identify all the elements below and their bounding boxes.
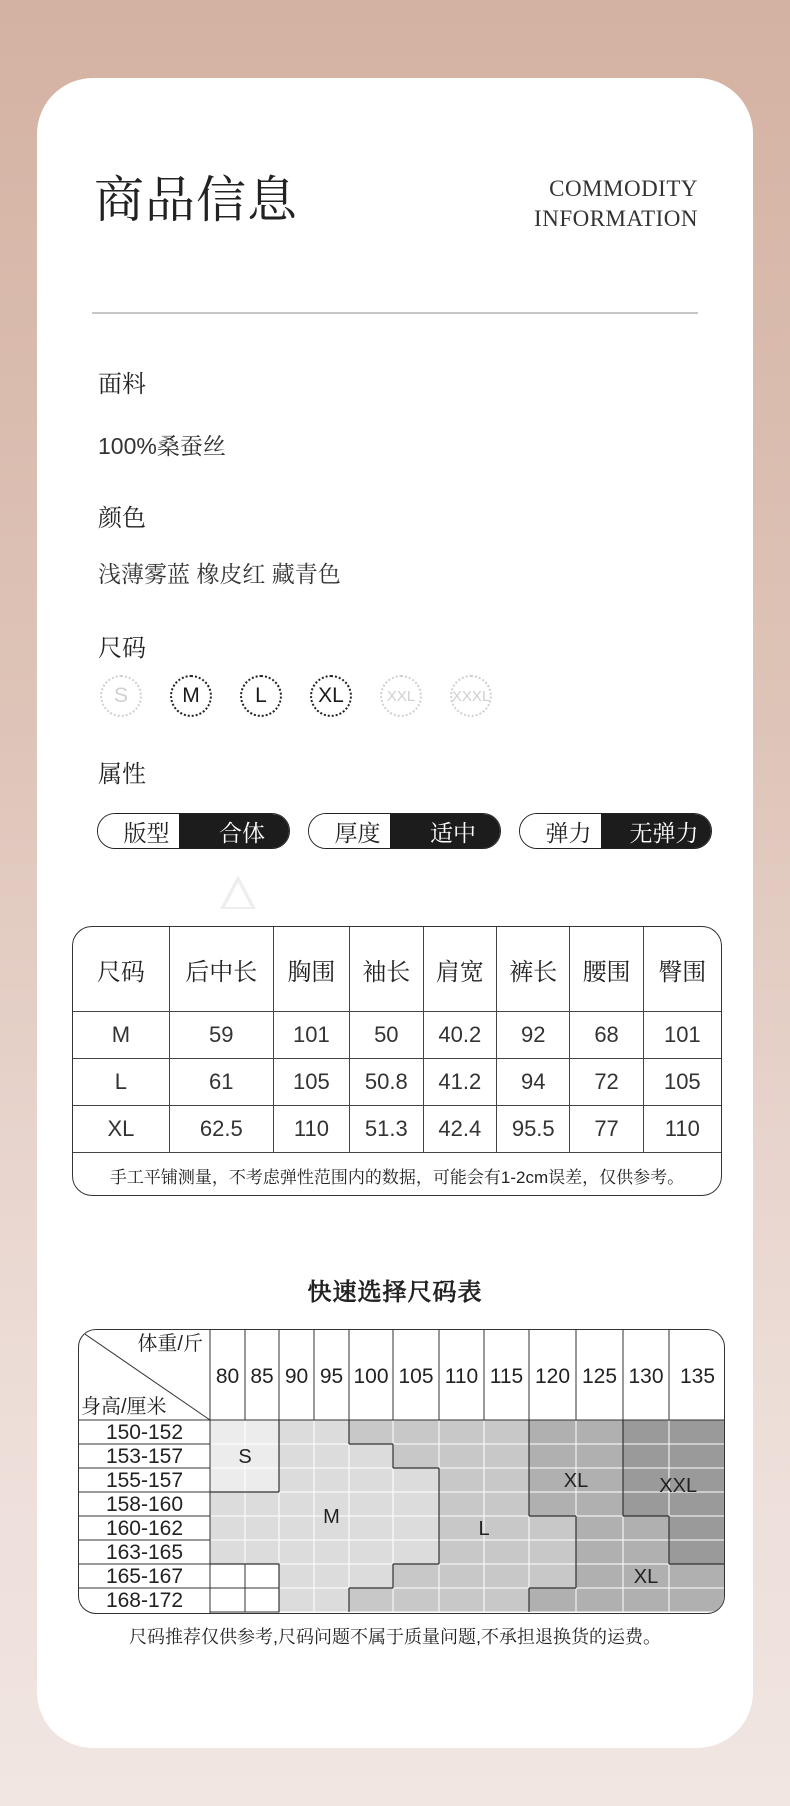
weight-header: 90 (284, 1365, 309, 1388)
size-cell (245, 1540, 279, 1564)
height-label: 168-172 (105, 1589, 184, 1612)
table-cell: 51.3 (350, 1106, 423, 1153)
size-cell (245, 1564, 279, 1588)
table-cell: 105 (273, 1059, 349, 1106)
size-cell (439, 1492, 484, 1516)
table-cell: 50.8 (350, 1059, 423, 1106)
size-cell (669, 1540, 725, 1564)
size-cell (279, 1540, 314, 1564)
size-cell (393, 1564, 439, 1588)
table-cell: 94 (497, 1059, 570, 1106)
size-cell (393, 1516, 439, 1540)
size-cell (393, 1468, 439, 1492)
weight-header: 105 (398, 1365, 434, 1388)
size-cell (529, 1540, 576, 1564)
measurement-note: 手工平铺测量，不考虑弹性范围内的数据，可能会有1-2cm误差，仅供参考。 (73, 1153, 721, 1197)
weight-header: 135 (679, 1365, 716, 1388)
size-cell (484, 1516, 529, 1540)
size-region-label: XL (633, 1566, 659, 1588)
size-cell (623, 1420, 669, 1444)
height-label: 158-160 (105, 1493, 184, 1516)
title-en-line2: INFORMATION (534, 206, 698, 231)
table-cell: 92 (497, 1012, 570, 1059)
table-cell: 42.4 (423, 1106, 496, 1153)
size-cell (393, 1492, 439, 1516)
size-cell (576, 1540, 623, 1564)
size-cell (210, 1420, 245, 1444)
size-cell (393, 1444, 439, 1468)
height-label: 150-152 (105, 1421, 184, 1444)
size-cell (439, 1588, 484, 1612)
column-header: 袖长 (350, 927, 423, 1012)
table-cell: XL (73, 1106, 169, 1153)
table-cell: 110 (273, 1106, 349, 1153)
table-cell: 110 (643, 1106, 721, 1153)
column-header: 尺码 (73, 927, 169, 1012)
size-cell (393, 1588, 439, 1612)
size-option-xl[interactable]: XL (310, 675, 352, 717)
fabric-value: 100%桑蚕丝 (98, 433, 226, 459)
size-cell (279, 1492, 314, 1516)
size-option-xxxl[interactable]: XXXL (450, 675, 492, 717)
size-cell (245, 1420, 279, 1444)
attribute-pill (97, 813, 290, 849)
attribute-pills (97, 813, 730, 849)
table-cell: 77 (570, 1106, 643, 1153)
size-cell (484, 1588, 529, 1612)
size-cell (484, 1468, 529, 1492)
size-cell (210, 1564, 245, 1588)
size-cell (529, 1588, 576, 1612)
quick-size-note: 尺码推荐仅供参考,尺码问题不属于质量问题,不承担退换货的运费。 (129, 1627, 661, 1647)
size-cell (529, 1492, 576, 1516)
weight-header: 100 (353, 1365, 389, 1388)
height-label: 165-167 (105, 1565, 184, 1588)
column-header: 腰围 (570, 927, 643, 1012)
size-option-l[interactable]: L (240, 675, 282, 717)
weight-header: 130 (628, 1365, 664, 1388)
height-label: 155-157 (105, 1469, 184, 1492)
title-en-line1: COMMODITY (549, 176, 698, 201)
size-cell (314, 1444, 349, 1468)
size-region-label: L (478, 1518, 490, 1540)
height-label: 160-162 (105, 1517, 184, 1540)
table-row (73, 1059, 721, 1106)
size-cell (439, 1564, 484, 1588)
attribute-pill (519, 813, 712, 849)
size-option-s[interactable]: S (100, 675, 142, 717)
size-cell (669, 1516, 725, 1540)
quick-size-grid (79, 1330, 725, 1614)
table-cell: 68 (570, 1012, 643, 1059)
size-cell (669, 1564, 725, 1588)
attribute-value: 无弹力 (601, 814, 711, 848)
weight-header: 120 (534, 1365, 571, 1388)
size-cell (245, 1492, 279, 1516)
size-cell (210, 1588, 245, 1612)
size-cell (349, 1420, 393, 1444)
attributes-label: 属性 (98, 761, 146, 788)
table-cell: 61 (169, 1059, 273, 1106)
size-cell (669, 1420, 725, 1444)
column-header: 臀围 (643, 927, 721, 1012)
size-option-xxl[interactable]: XXL (380, 675, 422, 717)
fabric-label: 面料 (98, 371, 146, 398)
size-cell (576, 1492, 623, 1516)
table-cell: 101 (643, 1012, 721, 1059)
size-cell (439, 1444, 484, 1468)
size-cell (669, 1444, 725, 1468)
table-cell: 40.2 (423, 1012, 496, 1059)
size-cell (439, 1540, 484, 1564)
size-cell (484, 1444, 529, 1468)
size-cell (349, 1492, 393, 1516)
size-cell (393, 1420, 439, 1444)
size-cell (314, 1420, 349, 1444)
size-region-label: XL (563, 1470, 589, 1492)
attribute-key: 弹力 (520, 814, 617, 848)
weight-header: 125 (581, 1365, 618, 1388)
table-header-row (73, 927, 721, 1012)
table-row (73, 1012, 721, 1059)
size-cell (210, 1540, 245, 1564)
size-cell (210, 1468, 245, 1492)
size-cell (210, 1492, 245, 1516)
size-cell (245, 1588, 279, 1612)
size-label: 尺码 (98, 635, 146, 662)
color-value: 浅薄雾蓝 橡皮红 藏青色 (98, 561, 341, 587)
size-cell (314, 1540, 349, 1564)
weight-header: 80 (215, 1365, 240, 1388)
table-cell: 72 (570, 1059, 643, 1106)
attribute-key: 厚度 (309, 814, 406, 848)
size-cell (529, 1444, 576, 1468)
size-cell (349, 1444, 393, 1468)
size-cell (484, 1420, 529, 1444)
weight-header: 95 (319, 1365, 344, 1388)
size-cell (314, 1468, 349, 1492)
table-cell: 101 (273, 1012, 349, 1059)
size-option-m[interactable]: M (170, 675, 212, 717)
size-cell (484, 1564, 529, 1588)
size-cell (279, 1516, 314, 1540)
page-title: 商品信息 (94, 172, 298, 228)
attribute-value: 合体 (179, 814, 289, 848)
size-cell (439, 1420, 484, 1444)
table-cell: 59 (169, 1012, 273, 1059)
size-cell (349, 1516, 393, 1540)
table-cell: L (73, 1059, 169, 1106)
size-options (100, 675, 520, 717)
size-cell (529, 1516, 576, 1540)
height-label: 153-157 (105, 1445, 184, 1468)
measurement-table (72, 926, 722, 1196)
column-header: 后中长 (169, 927, 273, 1012)
table-cell: 50 (350, 1012, 423, 1059)
size-cell (349, 1564, 393, 1588)
table-cell: 41.2 (423, 1059, 496, 1106)
size-cell (529, 1420, 576, 1444)
size-cell (279, 1588, 314, 1612)
size-cell (576, 1588, 623, 1612)
size-cell (245, 1468, 279, 1492)
attribute-key: 版型 (98, 814, 195, 848)
size-cell (529, 1564, 576, 1588)
size-cell (576, 1564, 623, 1588)
size-cell (576, 1444, 623, 1468)
size-cell (393, 1540, 439, 1564)
size-cell (245, 1516, 279, 1540)
corner-weight-label: 体重/斤 (137, 1333, 203, 1355)
size-cell (439, 1468, 484, 1492)
size-cell (484, 1540, 529, 1564)
size-cell (210, 1516, 245, 1540)
quick-size-table (78, 1329, 725, 1614)
table-cell: 62.5 (169, 1106, 273, 1153)
size-cell (349, 1540, 393, 1564)
size-cell (314, 1588, 349, 1612)
size-cell (279, 1444, 314, 1468)
size-cell (623, 1444, 669, 1468)
weight-header: 115 (489, 1365, 524, 1388)
size-cell (576, 1420, 623, 1444)
attribute-pill (308, 813, 501, 849)
size-cell (669, 1588, 725, 1612)
size-cell (623, 1588, 669, 1612)
size-region-label: S (238, 1446, 252, 1468)
size-cell (349, 1468, 393, 1492)
table-row (73, 1106, 721, 1153)
table-cell: 105 (643, 1059, 721, 1106)
weight-header: 85 (250, 1365, 274, 1388)
height-label: 163-165 (105, 1541, 184, 1564)
divider (92, 312, 698, 314)
size-cell (576, 1516, 623, 1540)
attribute-value: 适中 (390, 814, 500, 848)
size-cell (279, 1468, 314, 1492)
size-cell (623, 1540, 669, 1564)
column-header: 胸围 (273, 927, 349, 1012)
size-cell (623, 1516, 669, 1540)
size-cell (279, 1420, 314, 1444)
size-cell (484, 1492, 529, 1516)
quick-size-title: 快速选择尺码表 (307, 1279, 483, 1306)
page-title-english (534, 174, 698, 234)
size-region-label: M (323, 1506, 340, 1528)
column-header: 肩宽 (423, 927, 496, 1012)
corner-height-label: 身高/厘米 (81, 1396, 167, 1418)
column-header: 裤长 (497, 927, 570, 1012)
size-cell (279, 1564, 314, 1588)
size-cell (439, 1516, 484, 1540)
size-region-label: XXL (659, 1474, 698, 1497)
triangle-icon-inner (225, 882, 251, 907)
color-label: 颜色 (98, 505, 146, 532)
table-cell: M (73, 1012, 169, 1059)
table-cell: 95.5 (497, 1106, 570, 1153)
weight-header: 110 (444, 1365, 479, 1388)
size-cell (314, 1564, 349, 1588)
size-cell (349, 1588, 393, 1612)
